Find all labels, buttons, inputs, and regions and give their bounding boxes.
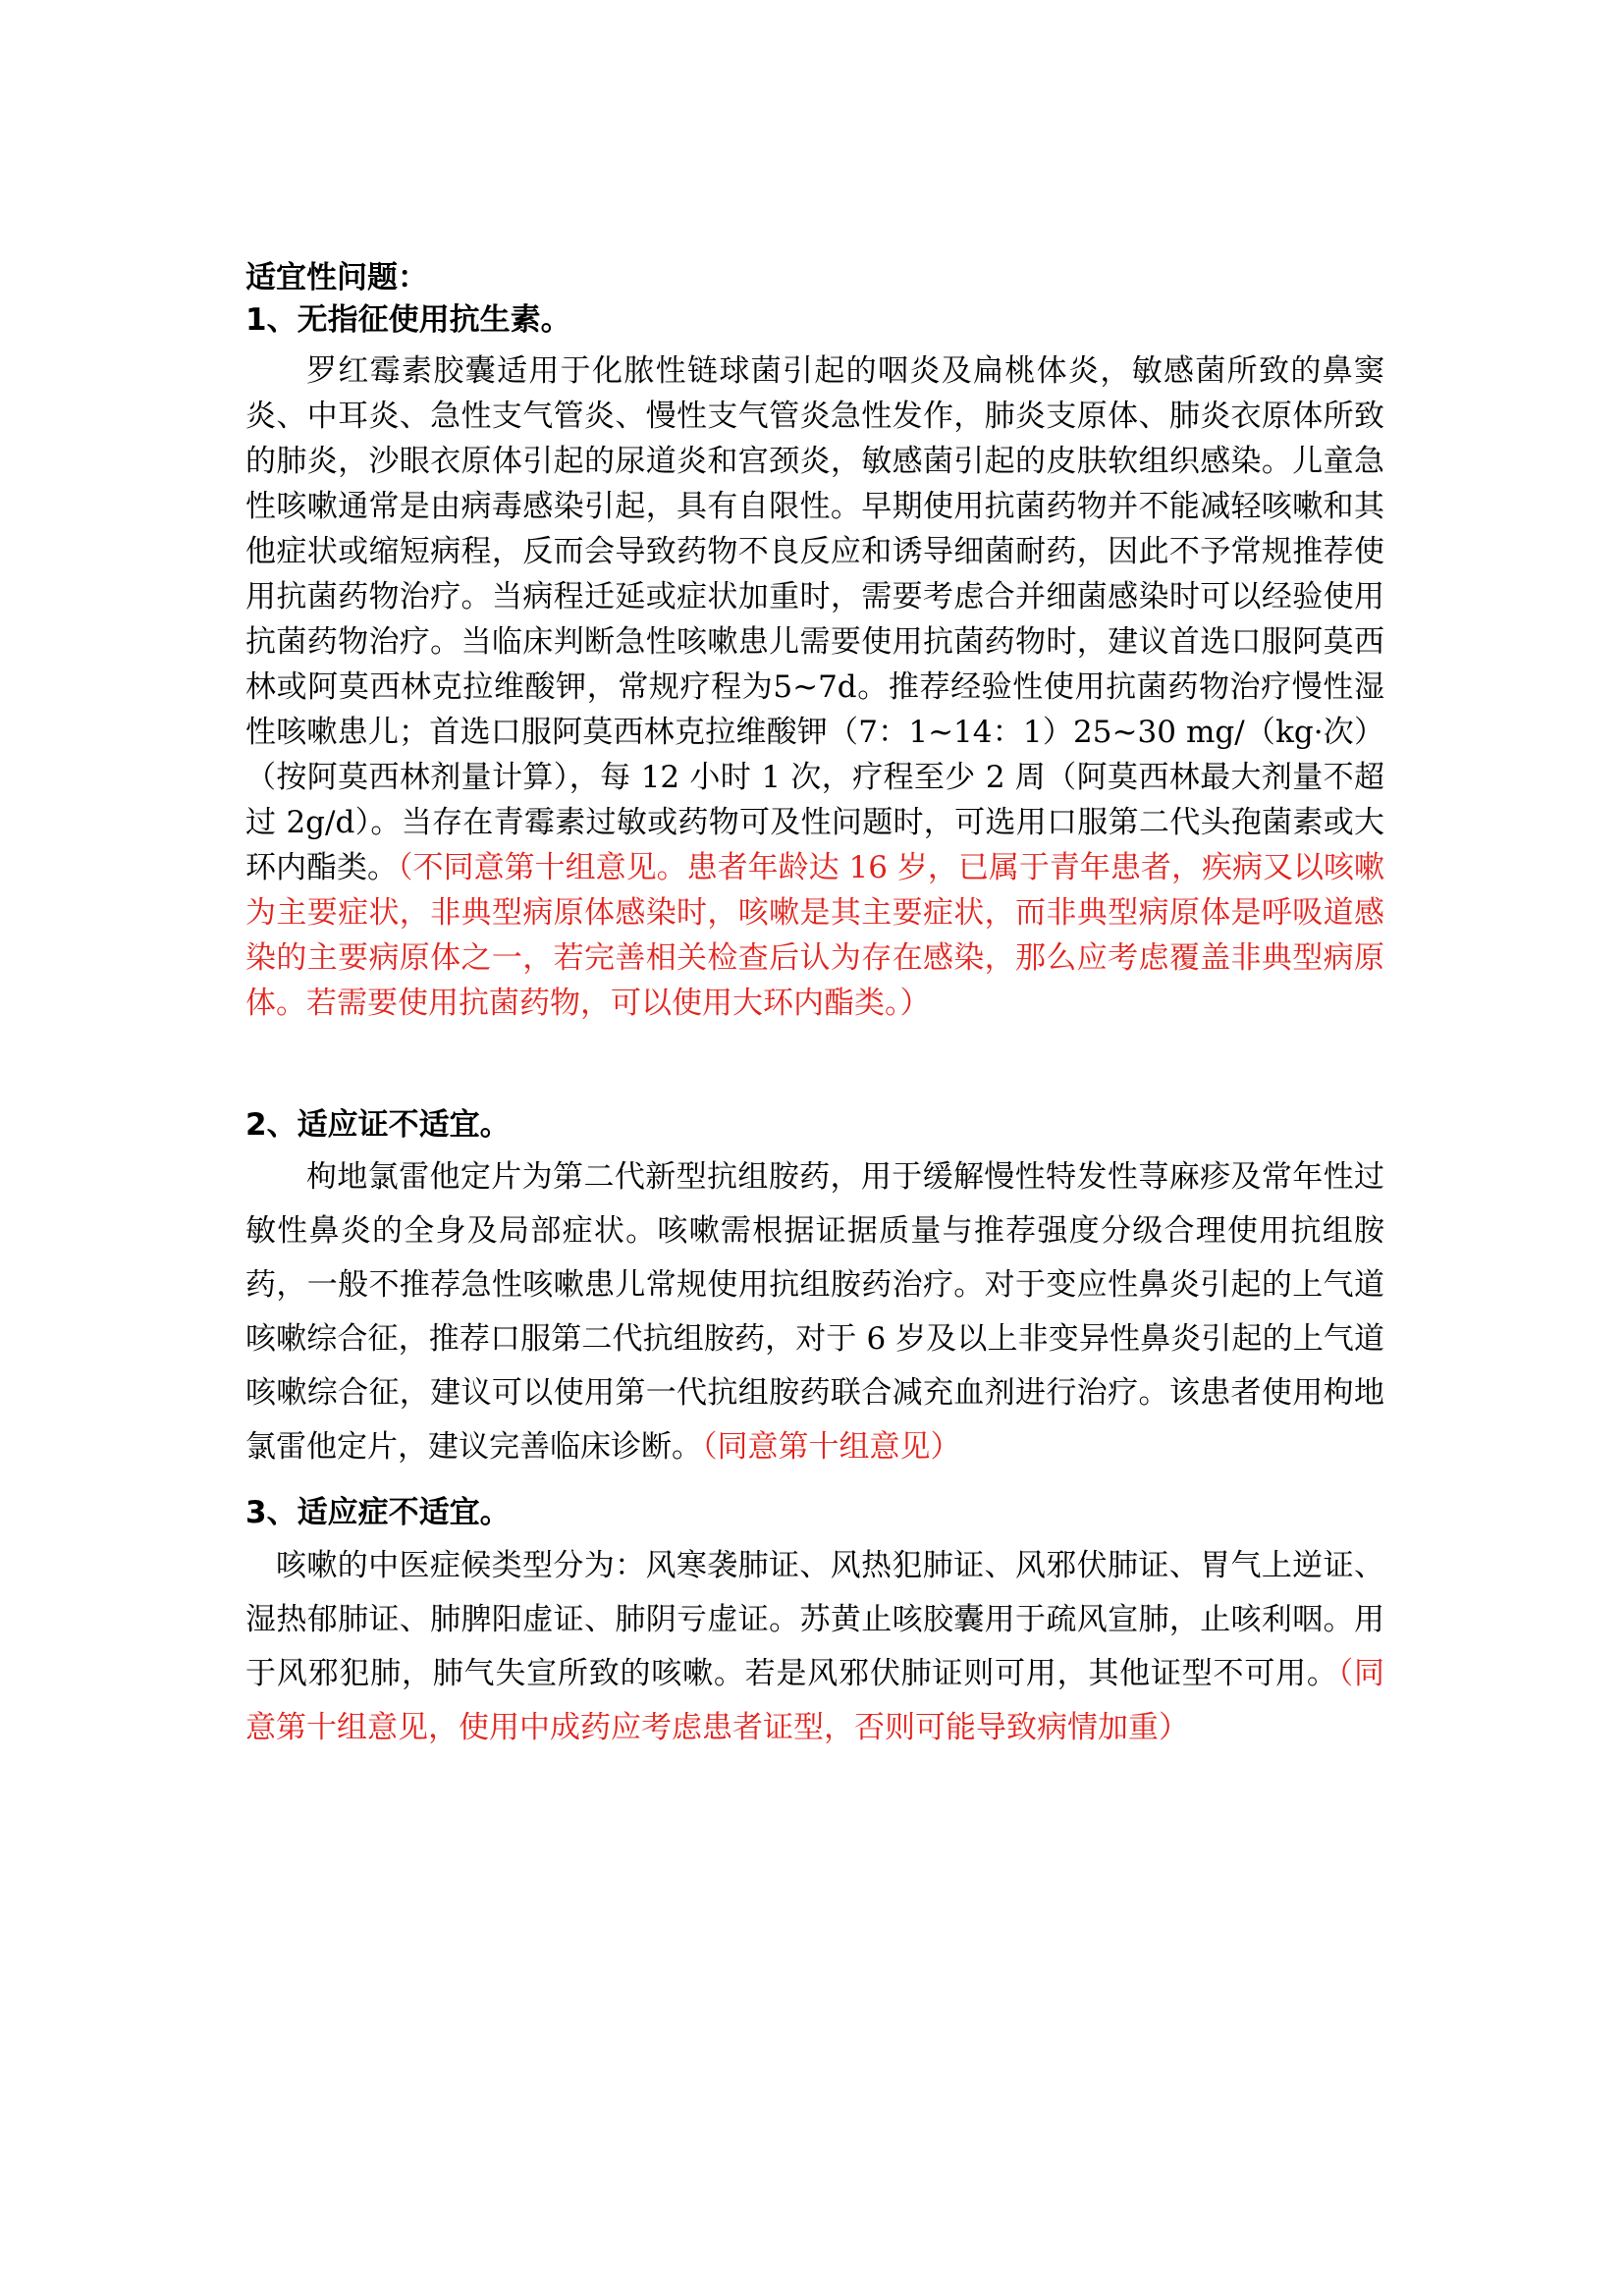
section-3-comment: （同意第十组意见，使用中成药应考虑患者证型，否则可能导致病情加重）	[245, 1656, 1385, 1745]
main-heading: 适宜性问题：	[245, 260, 428, 295]
section-2-body: 枸地氯雷他定片为第二代新型抗组胺药，用于缓解慢性特发性荨麻疹及常年性过敏性鼻炎的全身及局部症状。咳嗽需根据证据质量与推荐强度分级合理使用抗组胺药，一般不推荐急性咳嗽患儿常规使用抗组胺药治疗。对于变应性鼻炎引起的上气道咳嗽综合征，推荐口服第二代抗组胺药，对于 6 岁及以上非变异性鼻炎引起的上气道咳嗽综合征，建议可以使用第一代抗组胺药联合减充血剂进行治疗。该患者使用枸地氯雷他定片，建议完善临床诊断。	[245, 1159, 1384, 1465]
section-1-paragraph	[245, 348, 1384, 1026]
section-3-body: 咳嗽的中医症候类型分为：风寒袭肺证、风热犯肺证、风邪伏肺证、胃气上逆证、湿热郁肺证、肺脾阳虚证、肺阴亏虚证。苏黄止咳胶囊用于疏风宣肺，止咳利咽。用于风邪犯肺，肺气失宣所致的咳嗽。若是风邪伏肺证则可用，其他证型不可用。	[245, 1548, 1384, 1691]
section-1-heading: 1、无指征使用抗生素。	[245, 302, 571, 338]
section-3-heading: 3、适应症不适宜。	[245, 1495, 511, 1530]
section-2-comment: （同意第十组意见）	[702, 1429, 961, 1465]
section-2-paragraph	[245, 1150, 1384, 1474]
section-3-paragraph	[245, 1539, 1384, 1755]
section-2-heading: 2、适应证不适宜。	[245, 1107, 511, 1143]
section-1-comment: （不同意第十组意见。患者年龄达 16 岁，已属于青年患者，疾病又以咳嗽为主要症状，非典型病原体感染时，咳嗽是其主要症状，而非典型病原体是呼吸道感染的主要病原体之一，若完善相关检查后认为存在感染，那么应考虑覆盖非典型病原体。若需要使用抗菌药物，可以使用大环内酯类。）	[245, 850, 1384, 1021]
section-1-body: 罗红霉素胶囊适用于化脓性链球菌引起的咽炎及扁桃体炎，敏感菌所致的鼻窦炎、中耳炎、急性支气管炎、慢性支气管炎急性发作，肺炎支原体、肺炎衣原体所致的肺炎，沙眼衣原体引起的尿道炎和宫颈炎，敏感菌引起的皮肤软组织感染。儿童急性咳嗽通常是由病毒感染引起，具有自限性。早期使用抗菌药物并不能减轻咳嗽和其他症状或缩短病程，反而会导致药物不良反应和诱导细菌耐药，因此不予常规推荐使用抗菌药物治疗。当病程迁延或症状加重时，需要考虑合并细菌感染时可以经验使用抗菌药物治疗。当临床判断急性咳嗽患儿需要使用抗菌药物时，建议首选口服阿莫西林或阿莫西林克拉维酸钾，常规疗程为5~7d。推荐经验性使用抗菌药物治疗慢性湿性咳嗽患儿；首选口服阿莫西林克拉维酸钾（7：1~14：1）25~30 mg/（kg·次）（按阿莫西林剂量计算），每 12 小时 1 次，疗程至少 2 周（阿莫西林最大剂量不超过 2g/d）。当存在青霉素过敏或药物可及性问题时，可选用口服第二代头孢菌素或大环内酯类。	[245, 353, 1384, 885]
